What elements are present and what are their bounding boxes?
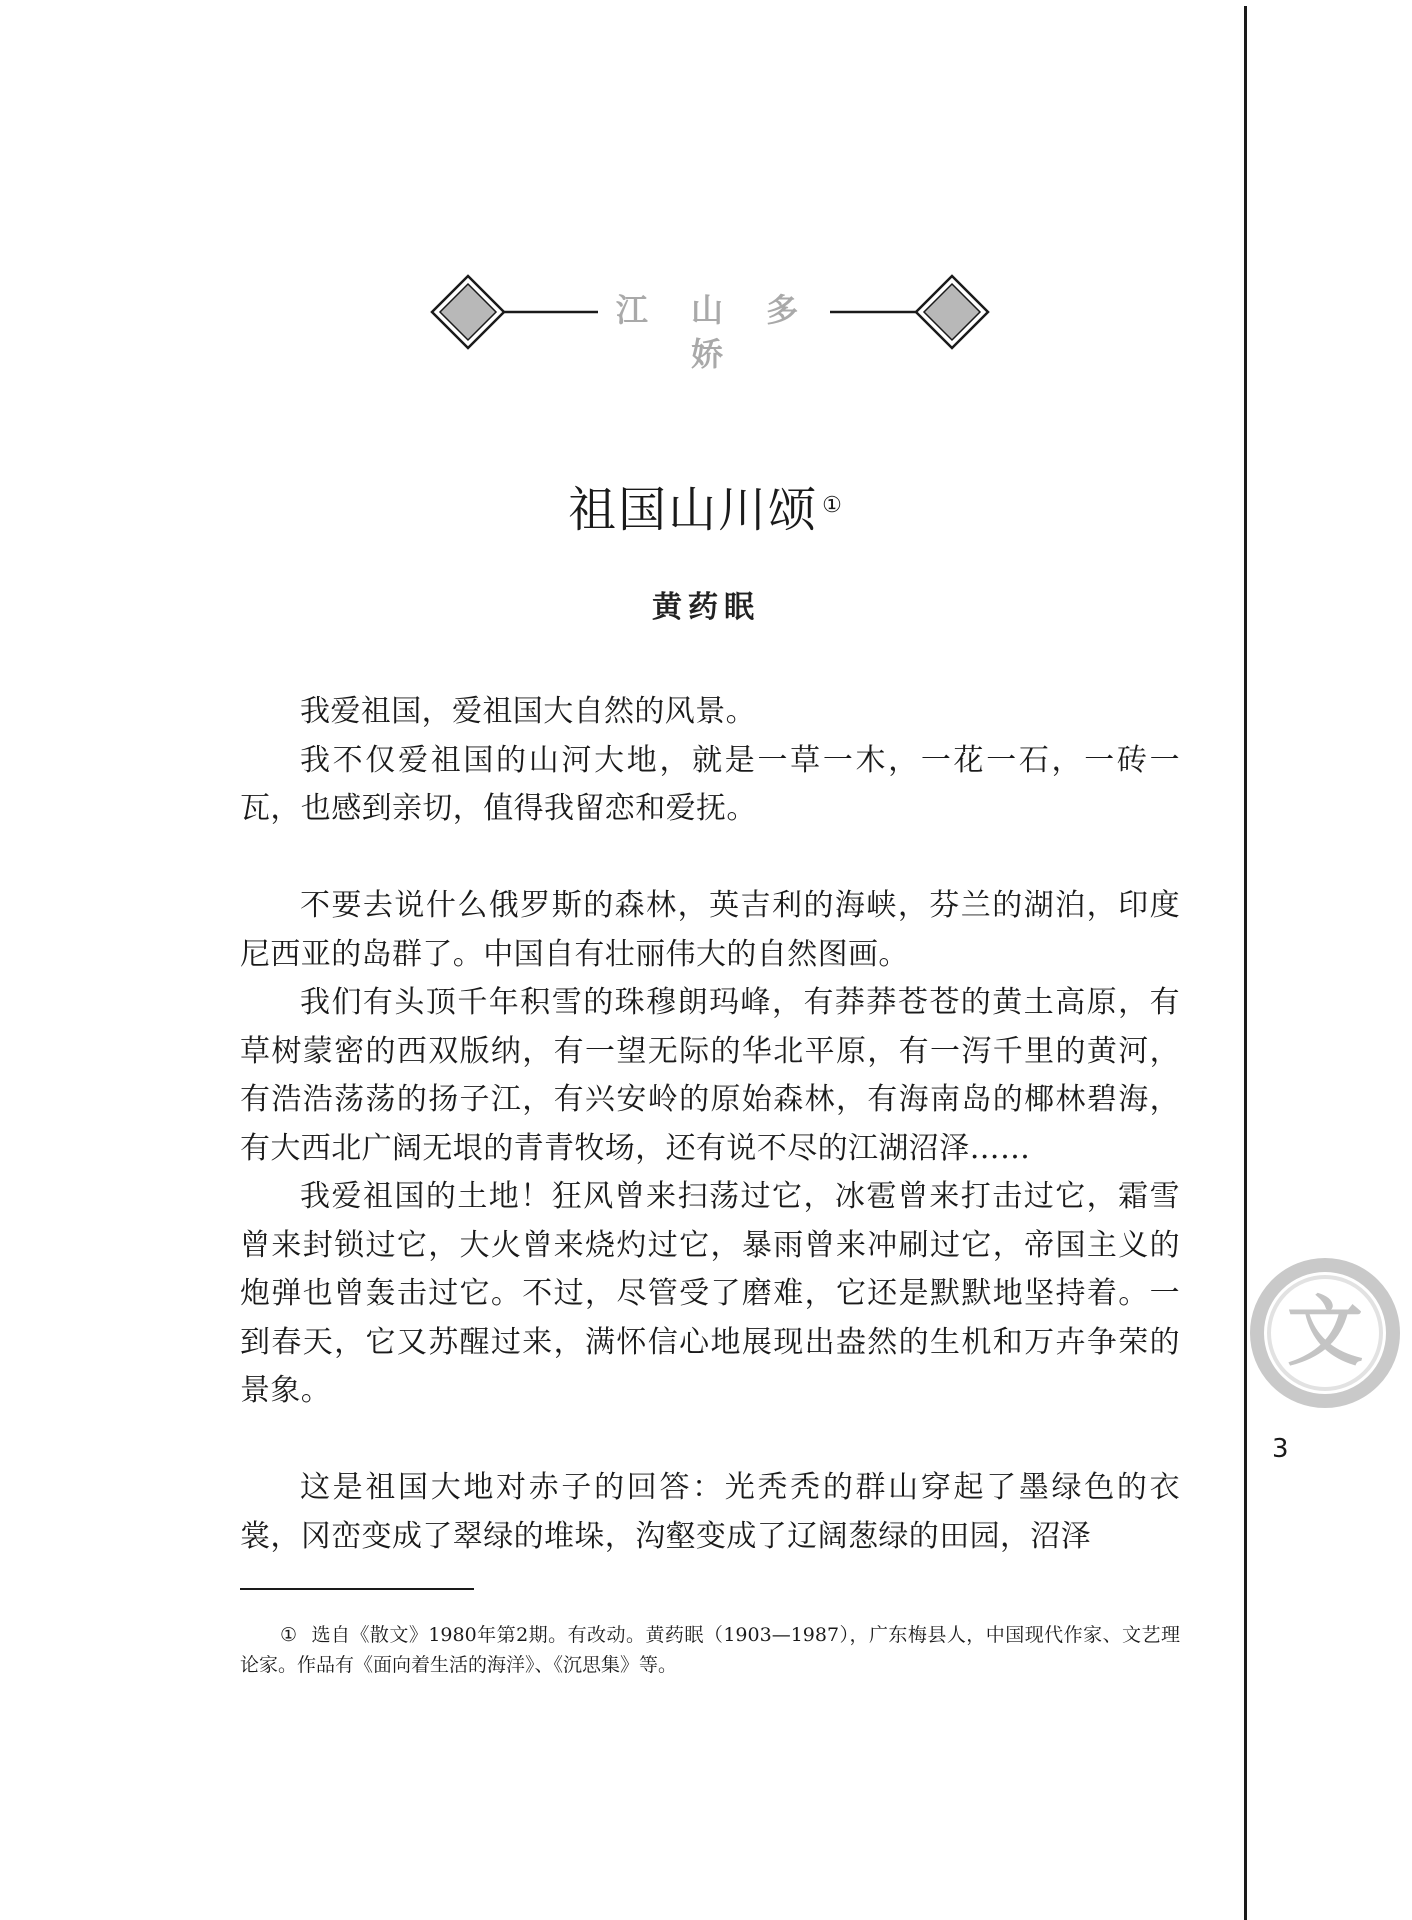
paragraph: 我不仅爱祖国的山河大地，就是一草一木，一花一石，一砖一瓦，也感到亲切，值得我留恋和爱抚。 — [240, 742, 1180, 826]
paragraph: 这是祖国大地对赤子的回答：光秃秃的群山穿起了墨绿色的衣裳，冈峦变成了翠绿的堆垛，沟壑变成了辽阔葱绿的田园，沼泽 — [240, 1470, 1180, 1554]
footnote — [240, 1620, 1180, 1680]
footnote-rule — [240, 1588, 474, 1590]
footnote-text: 选自《散文》1980年第2期。有改动。黄药眠（1903—1987），广东梅县人，中国现代作家、文艺理论家。作品有《面向着生活的海洋》、《沉思集》等。 — [240, 1624, 1180, 1676]
margin-rule — [1244, 6, 1247, 1920]
article-body — [240, 688, 1180, 1561]
section-header — [430, 272, 990, 373]
seal-emblem-icon — [1250, 1258, 1400, 1408]
seal-glyph: 文 — [1287, 1287, 1363, 1376]
article-title-text: 祖国山川颂 — [568, 482, 819, 538]
article-title — [0, 478, 1412, 542]
right-diamond-icon — [916, 276, 988, 348]
paragraph: 我爱祖国，爱祖国大自然的风景。 — [300, 694, 756, 729]
footnote-marker: ① — [280, 1624, 298, 1646]
footnote-ref[interactable]: ① — [822, 493, 844, 518]
article-author: 黄药眠 — [652, 590, 760, 625]
page-number: 3 — [1272, 1434, 1289, 1464]
section-label: 江 山 多 娇 — [615, 291, 815, 373]
paragraph: 我们有头顶千年积雪的珠穆朗玛峰，有莽莽苍苍的黄土高原，有草树蒙密的西双版纳，有一望无际的华北平原，有一泻千里的黄河，有浩浩荡荡的扬子江，有兴安岭的原始森林，有海南岛的椰林碧海，有大西北广阔无垠的青青牧场，还有说不尽的江湖沼泽…… — [240, 985, 1180, 1166]
paragraph: 我爱祖国的土地！狂风曾来扫荡过它，冰雹曾来打击过它，霜雪曾来封锁过它，大火曾来烧灼过它，暴雨曾来冲刷过它，帝国主义的炮弹也曾轰击过它。不过，尽管受了磨难，它还是默默地坚持着。一到春天，它又苏醒过来，满怀信心地展现出盎然的生机和万卉争荣的景象。 — [240, 1179, 1180, 1408]
left-diamond-icon — [432, 276, 504, 348]
paragraph: 不要去说什么俄罗斯的森林，英吉利的海峡，芬兰的湖泊，印度尼西亚的岛群了。中国自有壮丽伟大的自然图画。 — [240, 888, 1180, 972]
